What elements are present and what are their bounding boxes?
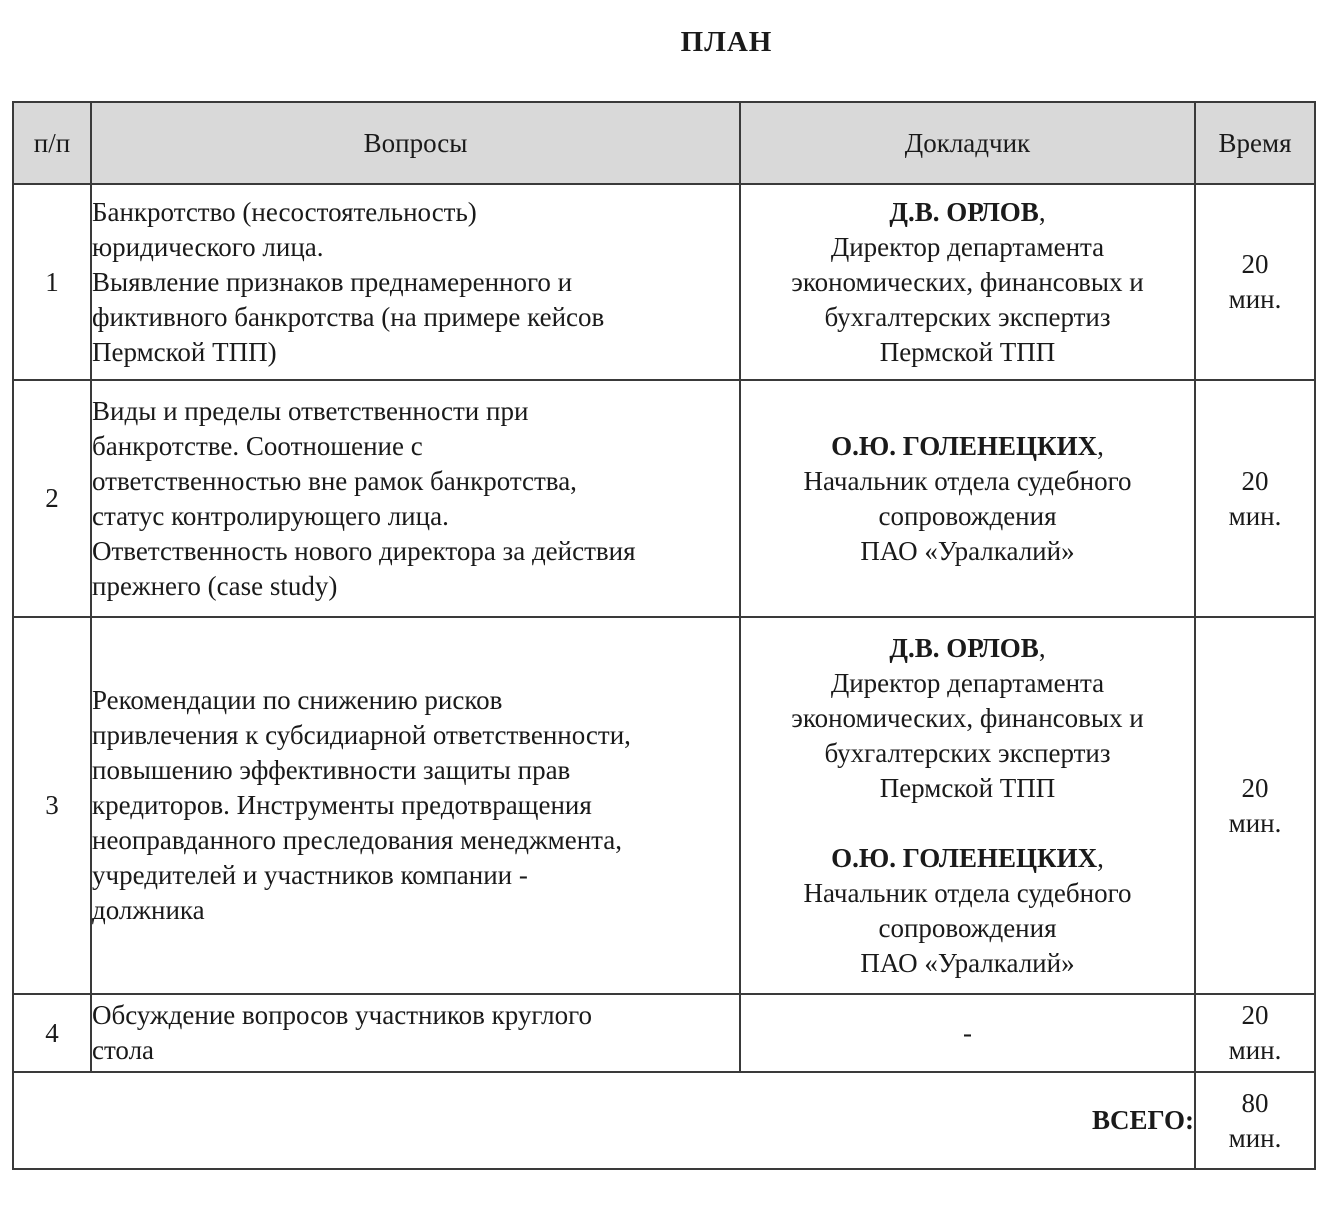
speaker-name: О.Ю. ГОЛЕНЕЦКИХ bbox=[831, 430, 1098, 461]
time-unit: мин. bbox=[1228, 500, 1282, 531]
time-value: 20 bbox=[1241, 249, 1269, 279]
table-row bbox=[13, 994, 1315, 1072]
speaker-name-comma: , bbox=[1038, 632, 1046, 663]
question-line: учредителей и участников компании - bbox=[92, 860, 528, 890]
total-label: ВСЕГО: bbox=[13, 1072, 1195, 1169]
time-cell bbox=[1195, 184, 1315, 380]
question-line: неоправданного преследования менеджмента, bbox=[92, 825, 623, 855]
speaker-position-line: экономических, финансовых и bbox=[791, 266, 1144, 297]
time-unit: мин. bbox=[1228, 807, 1282, 838]
time-cell bbox=[1195, 994, 1315, 1072]
question-line: банкротстве. Соотношение с bbox=[92, 430, 423, 461]
speaker-position-line: ПАО «Уралкалий» bbox=[860, 947, 1075, 978]
question-line: Банкротство (несостоятельность) bbox=[92, 196, 477, 227]
speaker-name-line bbox=[741, 195, 1194, 230]
speaker-position-line: Начальник отдела судебного bbox=[803, 465, 1132, 496]
time-cell bbox=[1195, 617, 1315, 994]
total-time-unit: мин. bbox=[1228, 1122, 1282, 1153]
total-time-cell bbox=[1195, 1072, 1315, 1169]
question-cell bbox=[91, 617, 740, 994]
question-cell bbox=[91, 994, 740, 1072]
time-cell bbox=[1195, 380, 1315, 617]
question-line: кредиторов. Инструменты предотвращения bbox=[92, 790, 592, 820]
question-line: Виды и пределы ответственности при bbox=[92, 395, 529, 426]
speaker-name: Д.В. ОРЛОВ bbox=[889, 196, 1039, 227]
question-cell bbox=[91, 184, 740, 380]
speaker-name-line bbox=[741, 631, 1194, 666]
question-line: повышению эффективности защиты прав bbox=[92, 755, 571, 785]
question-line: статус контролирующего лица. bbox=[92, 500, 449, 531]
speaker-position-line: Пермской ТПП bbox=[879, 336, 1056, 367]
table-row bbox=[13, 380, 1315, 617]
plan-table bbox=[12, 101, 1316, 1170]
question-line: должника bbox=[92, 895, 205, 925]
speaker-name-line bbox=[741, 841, 1194, 876]
speaker-name: О.Ю. ГОЛЕНЕЦКИХ bbox=[831, 842, 1098, 873]
question-line: ответственностью вне рамок банкротства, bbox=[92, 465, 577, 496]
speaker-position-line: Начальник отдела судебного bbox=[803, 877, 1132, 908]
speaker-name-line bbox=[741, 429, 1194, 464]
speaker-cell: - bbox=[740, 994, 1195, 1072]
row-number: 4 bbox=[13, 994, 91, 1072]
speaker-cell bbox=[740, 617, 1195, 994]
speaker-position-line: бухгалтерских экспертиз bbox=[824, 301, 1111, 332]
table-header-row bbox=[13, 102, 1315, 184]
header-num: п/п bbox=[13, 102, 91, 184]
time-value: 20 bbox=[1241, 465, 1269, 496]
speaker-spacer bbox=[741, 806, 1194, 841]
question-line: Пермской ТПП) bbox=[92, 336, 277, 367]
time-unit: мин. bbox=[1228, 284, 1282, 314]
speaker-position-line: Пермской ТПП bbox=[879, 772, 1056, 803]
speaker-name-comma: , bbox=[1038, 196, 1046, 227]
speaker-position-line: ПАО «Уралкалий» bbox=[860, 535, 1075, 566]
row-number: 2 bbox=[13, 380, 91, 617]
time-unit: мин. bbox=[1228, 1035, 1282, 1065]
question-line: юридического лица. bbox=[92, 231, 324, 262]
question-line: Обсуждение вопросов участников круглого bbox=[92, 1000, 593, 1030]
time-value: 20 bbox=[1241, 1000, 1269, 1030]
table-row bbox=[13, 617, 1315, 994]
question-line: прежнего (case study) bbox=[92, 570, 338, 601]
speaker-cell bbox=[740, 380, 1195, 617]
total-time-value: 80 bbox=[1241, 1087, 1269, 1118]
question-line: фиктивного банкротства (на примере кейсов bbox=[92, 301, 605, 332]
speaker-position-line: сопровождения bbox=[878, 912, 1057, 943]
row-number: 1 bbox=[13, 184, 91, 380]
speaker-name: Д.В. ОРЛОВ bbox=[889, 632, 1039, 663]
question-line: Ответственность нового директора за действия bbox=[92, 535, 636, 566]
total-row bbox=[13, 1072, 1315, 1169]
row-number: 3 bbox=[13, 617, 91, 994]
question-line: привлечения к субсидиарной ответственности, bbox=[92, 720, 631, 750]
speaker-position-line: Директор департамента bbox=[830, 231, 1105, 262]
speaker-cell bbox=[740, 184, 1195, 380]
question-cell bbox=[91, 380, 740, 617]
header-speaker: Докладчик bbox=[740, 102, 1195, 184]
header-time: Время bbox=[1195, 102, 1315, 184]
speaker-position-line: сопровождения bbox=[878, 500, 1057, 531]
speaker-name-comma: , bbox=[1097, 842, 1104, 873]
header-question: Вопросы bbox=[91, 102, 740, 184]
speaker-name-comma: , bbox=[1097, 430, 1104, 461]
question-line: стола bbox=[92, 1035, 155, 1065]
speaker-position-line: экономических, финансовых и bbox=[791, 702, 1144, 733]
question-line: Выявление признаков преднамеренного и bbox=[92, 266, 573, 297]
time-value: 20 bbox=[1241, 772, 1269, 803]
speaker-position-line: бухгалтерских экспертиз bbox=[824, 737, 1111, 768]
question-line: Рекомендации по снижению рисков bbox=[92, 685, 503, 715]
page-title: ПЛАН bbox=[680, 26, 773, 58]
table-row bbox=[13, 184, 1315, 380]
speaker-position-line: Директор департамента bbox=[830, 667, 1105, 698]
